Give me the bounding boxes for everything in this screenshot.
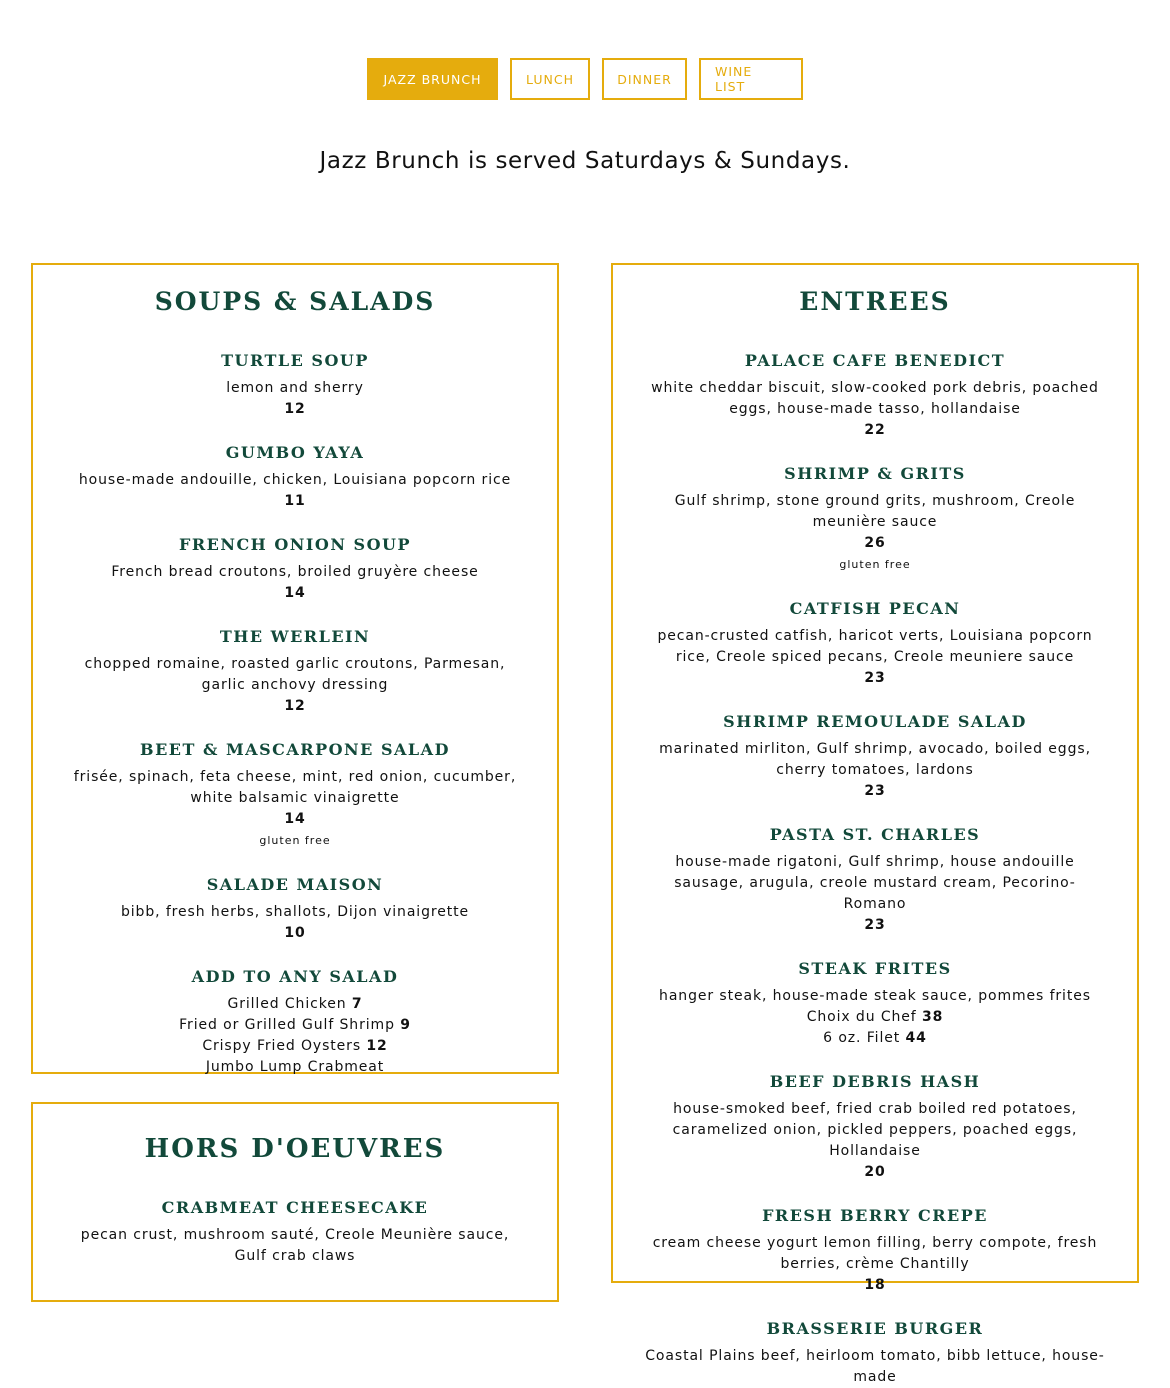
item-description: marinated mirliton, Gulf shrimp, avocado, boiled eggs, cherry tomatoes, lardons — [659, 741, 1091, 778]
item-price: 11 — [284, 493, 306, 509]
item-description: cream cheese yogurt lemon filling, berry compote, fresh berries, crème Chantilly — [652, 1235, 1098, 1272]
item-name: PASTA ST. CHARLES — [769, 825, 981, 844]
addon-option — [33, 1036, 557, 1057]
option-price: 38 — [922, 1009, 944, 1025]
soups-salads-title: SOUPS & SALADS — [154, 287, 436, 316]
menu-item — [613, 712, 1137, 802]
item-description: French bread croutons, broiled gruyère cheese — [111, 564, 479, 580]
option-label: Grilled Chicken — [227, 996, 347, 1012]
item-description: bibb, fresh herbs, shallots, Dijon vinaigrette — [120, 904, 470, 920]
entrees-panel — [611, 263, 1139, 1385]
menu-item — [613, 351, 1137, 441]
option-price: 9 — [400, 1017, 411, 1033]
item-price: 14 — [284, 811, 306, 827]
menu-item — [613, 599, 1137, 689]
hors-doeuvres-items — [33, 1198, 557, 1267]
item-name: CATFISH PECAN — [789, 599, 961, 618]
item-name: FRENCH ONION SOUP — [178, 535, 412, 554]
menu-item — [613, 1072, 1137, 1183]
item-price: 20 — [864, 1164, 886, 1180]
item-name: SHRIMP & GRITS — [784, 464, 966, 483]
menu-item — [613, 959, 1137, 1049]
item-description: house-smoked beef, fried crab boiled red potatoes, caramelized onion, pickled peppers, poached eggs, Hollandaise — [672, 1101, 1078, 1159]
item-description: chopped romaine, roasted garlic croutons, Parmesan, garlic anchovy dressing — [84, 656, 506, 693]
item-name: SALADE MAISON — [206, 875, 384, 894]
item-name: THE WERLEIN — [219, 627, 371, 646]
price-option — [613, 1028, 1137, 1049]
soups-salads-panel — [31, 263, 559, 1074]
entrees-items — [613, 351, 1137, 1388]
dietary-note: gluten free — [259, 834, 331, 847]
option-price: 12 — [366, 1038, 388, 1054]
entrees-title: ENTREES — [799, 287, 951, 316]
item-name: STEAK FRITES — [798, 959, 952, 978]
service-note: Jazz Brunch is served Saturdays & Sundays. — [319, 148, 851, 174]
item-name: FRESH BERRY CREPE — [762, 1206, 988, 1225]
item-price: 26 — [864, 535, 886, 551]
option-label: Crispy Fried Oysters — [202, 1038, 362, 1054]
item-price: 23 — [864, 783, 886, 799]
menu-item — [33, 443, 557, 512]
item-price: 10 — [284, 925, 306, 941]
menu-item — [33, 627, 557, 717]
item-description: white cheddar biscuit, slow-cooked pork debris, poached eggs, house-made tasso, hollandaise — [651, 380, 1099, 417]
hors-doeuvres-panel — [31, 1102, 559, 1302]
item-price: 23 — [864, 917, 886, 933]
addon-item — [33, 967, 557, 1078]
option-label: Choix du Chef — [806, 1009, 917, 1025]
item-price: 22 — [864, 422, 886, 438]
item-name: BRASSERIE BURGER — [766, 1319, 984, 1338]
item-description: frisée, spinach, feta cheese, mint, red onion, cucumber, white balsamic vinaigrette — [73, 769, 517, 806]
item-name: CRABMEAT CHEESECAKE — [161, 1198, 429, 1217]
item-description: house-made andouille, chicken, Louisiana popcorn rice — [78, 472, 512, 488]
menu-item — [33, 535, 557, 604]
menu-item — [33, 351, 557, 420]
tab-jazz-brunch[interactable]: JAZZ BRUNCH — [367, 58, 498, 100]
item-price: 18 — [864, 1277, 886, 1293]
item-description: pecan crust, mushroom sauté, Creole Meunière sauce, Gulf crab claws — [80, 1227, 510, 1264]
item-description: hanger steak, house-made steak sauce, pommes frites — [659, 988, 1091, 1004]
menu-item — [33, 740, 557, 852]
menu-item — [33, 875, 557, 944]
menu-item — [613, 1319, 1137, 1388]
tab-dinner[interactable]: DINNER — [602, 58, 687, 100]
item-price: 14 — [284, 585, 306, 601]
item-description: pecan-crusted catfish, haricot verts, Louisiana popcorn rice, Creole spiced pecans, Creole meuniere sauce — [657, 628, 1093, 665]
tab-wine-list[interactable]: WINE LIST — [699, 58, 803, 100]
option-price: 44 — [905, 1030, 927, 1046]
item-name: BEEF DEBRIS HASH — [769, 1072, 981, 1091]
hors-doeuvres-title: HORS D'OEUVRES — [144, 1134, 446, 1164]
menu-item — [613, 464, 1137, 576]
addon-option — [33, 1057, 557, 1078]
item-description: lemon and sherry — [226, 380, 364, 396]
item-description: house-made rigatoni, Gulf shrimp, house andouille sausage, arugula, creole mustard cream, Pecorino-Romano — [674, 854, 1076, 912]
addon-option — [33, 994, 557, 1015]
item-description: Gulf shrimp, stone ground grits, mushroom, Creole meunière sauce — [674, 493, 1076, 530]
soups-salads-items — [33, 351, 557, 1078]
item-name: SHRIMP REMOULADE SALAD — [723, 712, 1027, 731]
item-name: TURTLE SOUP — [221, 351, 369, 370]
item-price: 23 — [864, 670, 886, 686]
option-label: Jumbo Lump Crabmeat — [205, 1059, 385, 1075]
item-description: Coastal Plains beef, heirloom tomato, bibb lettuce, house-made — [645, 1348, 1105, 1385]
menu-item — [613, 825, 1137, 936]
option-label: Fried or Grilled Gulf Shrimp — [179, 1017, 395, 1033]
menu-item — [613, 1206, 1137, 1296]
item-name: GUMBO YAYA — [225, 443, 365, 462]
dietary-note: gluten free — [839, 558, 911, 571]
option-price: 7 — [351, 996, 363, 1012]
option-label: 6 oz. Filet — [823, 1030, 901, 1046]
addon-option — [33, 1015, 557, 1036]
menu-item — [33, 1198, 557, 1267]
item-name: PALACE CAFE BENEDICT — [744, 351, 1006, 370]
menu-tabs — [0, 58, 1170, 100]
item-name: BEET & MASCARPONE SALAD — [140, 740, 450, 759]
item-price: 12 — [284, 698, 306, 714]
item-price: 12 — [284, 401, 306, 417]
price-option — [613, 1007, 1137, 1028]
tab-lunch[interactable]: LUNCH — [510, 58, 590, 100]
item-name: ADD TO ANY SALAD — [191, 967, 399, 986]
